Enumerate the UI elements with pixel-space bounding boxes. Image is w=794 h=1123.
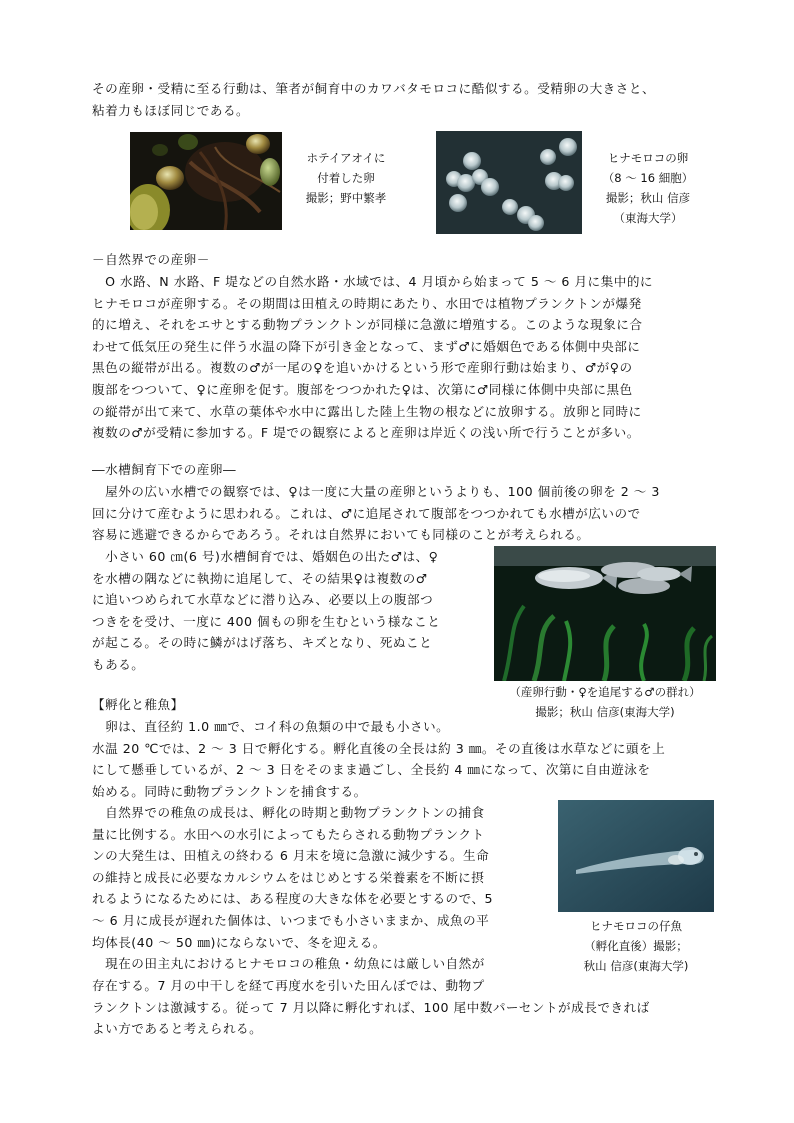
body-line: 容易に逃避できるからであろう。それは自然界においても同様のことが考えられる。 [92, 527, 590, 543]
section-body-tank-small [92, 546, 492, 676]
photo-eggs-on-roots [130, 132, 282, 230]
body-line: 複数の♂が受精に参加する。F 堤での観察によると産卵は岸近くの浅い所で行うことが多い。 [92, 425, 640, 441]
photo1-caption-line: ホテイアオイに [306, 151, 386, 165]
body-line: れるようになるためには、ある程度の大きな体を必要とするので、5 [92, 891, 494, 907]
body-line: わせて低気圧の発生に伴う水温の降下が引き金となって、まず♂に婚姻色である体側中央部に [92, 338, 641, 354]
body-line: 水温 20 ℃では、2 ～ 3 日で孵化する。孵化直後の全長は約 3 ㎜。その直後は水草などに頭を上 [92, 740, 666, 756]
photo3-caption-line: （産卵行動・♀を追尾する♂の群れ） [509, 685, 701, 699]
section-body-hatch-end [92, 975, 728, 1040]
body-line: もある。 [92, 656, 145, 672]
photo2-caption-line: ヒナモロコの卵 [607, 151, 689, 165]
body-line: 的に増え、それをエサとする動物プランクトンが同様に急激に増殖する。このような現象に合 [92, 317, 643, 333]
body-line: 現在の田主丸におけるヒナモロコの稚魚・幼魚には厳しい自然が [92, 956, 485, 972]
body-line: にして懸垂しているが、2 ～ 3 日をそのまま過ごし、全長約 4 ㎜になって、次第に自由遊泳を [92, 762, 651, 778]
body-line: 始める。同時に動物プランクトンを捕食する。 [92, 783, 367, 799]
section-heading-hatch: 【孵化と稚魚】 [92, 697, 184, 712]
body-line: 卵は、直径約 1.0 ㎜で、コイ科の魚類の中で最も小さい。 [92, 719, 450, 734]
body-line: に追いつめられて水草などに潜り込み、必要以上の腹部つ [92, 592, 434, 608]
body-line: を水槽の隅などに執拗に追尾して、その結果♀は複数の♂ [92, 570, 428, 586]
body-line: つきをを受け、一度に 400 個もの卵を生むという様なこと [92, 613, 441, 629]
photo1-caption-line: 撮影；野中繁孝 [305, 191, 387, 205]
intro-line-2: 粘着力もほぼ同じである。 [92, 103, 250, 118]
photo-larval-fish [558, 800, 714, 912]
body-line: 黒色の縦帯が出る。複数の♂が一尾の♀を追いかけるという形で産卵行動は始まり、♂が♀の [92, 360, 633, 376]
section-body-tank [92, 481, 728, 546]
photo4-caption-line: ヒナモロコの仔魚 [590, 919, 682, 933]
body-line: 量に比例する。水田への水引によってもたらされる動物プランクト [92, 826, 485, 842]
body-line: ンの大発生は、田植えの終わる 6 月末を境に急激に減少する。生命 [92, 848, 490, 864]
photo1-caption [298, 148, 394, 208]
section-body-nature [92, 271, 728, 444]
body-line: 回に分けて産むように思われる。これは、♂に追尾されて腹部をつつかれても水槽が広いので [92, 505, 641, 521]
intro-line-1: その産卵・受精に至る行動は、筆者が飼育中のカワバタモロコに酷似する。受精卵の大きさと、 [92, 81, 656, 96]
body-line: の縦帯が出て来て、水草の葉体や水中に露出した陸上生物の根などに放卵する。放卵と同時に [92, 403, 642, 419]
body-line: O 水路、N 水路、F 堤などの自然水路・水域では、4 月頃から始まって 5 ～ 6 月に集中的に [92, 274, 654, 289]
body-line: ランクトンは激減する。従って 7 月以降に孵化すれば、100 尾中数パーセントが成長できれば [92, 999, 650, 1015]
section-heading-tank: ―水槽飼育下での産卵― [92, 462, 237, 477]
photo4-caption [560, 916, 712, 976]
photo1-caption-line: 付着した卵 [317, 171, 375, 185]
photo2-caption [596, 148, 700, 228]
body-line: 腹部をつついて、♀に産卵を促す。腹部をつつかれた♀は、次第に♂同様に体側中央部に黒色 [92, 381, 633, 397]
body-line: ～ 6 月に成長が遅れた個体は、いつまでも小さいままか、成魚の平 [92, 912, 490, 928]
body-line: 存在する。7 月の中干しを経て再度水を引いた田んぼでは、動物プ [92, 978, 485, 993]
photo3-caption-line: 撮影；秋山 信彦(東海大学) [535, 705, 675, 719]
section-body-hatch-side [92, 802, 552, 975]
body-line: の維持と成長に必要なカルシウムをはじめとする栄養素を不断に摂 [92, 869, 485, 885]
body-line: が起こる。その時に鱗がはげ落ち、キズとなり、死ぬこと [92, 635, 433, 651]
photo2-caption-line: 撮影；秋山 信彦 [605, 191, 691, 205]
photo4-caption-line: （孵化直後）撮影； [584, 939, 688, 953]
photo-spawning-behavior [494, 546, 716, 681]
section-body-hatch [92, 716, 728, 802]
section-heading-nature: －自然界での産卵－ [92, 252, 210, 267]
photo4-caption-line: 秋山 信彦(東海大学) [583, 959, 689, 973]
body-line: 自然界での稚魚の成長は、孵化の時期と動物プランクトンの捕食 [92, 805, 485, 820]
body-line: 屋外の広い水槽での観察では、♀は一度に大量の産卵というよりも、100 個前後の卵を 2 ～ 3 [92, 484, 660, 499]
body-line: ヒナモロコが産卵する。その期間は田植えの時期にあたり、水田では植物プランクトンが爆発 [92, 295, 642, 311]
photo2-caption-line: （8 ～ 16 細胞） [602, 171, 694, 185]
body-line: よい方であると考えられる。 [92, 1021, 263, 1037]
photo-fish-eggs [436, 131, 582, 234]
photo2-caption-line: （東海大学） [613, 211, 683, 225]
body-line: 小さい 60 ㎝(6 号)水槽飼育では、婚姻色の出た♂は、♀ [92, 549, 439, 564]
body-line: 均体長(40 ～ 50 ㎜)にならないで、冬を迎える。 [92, 934, 386, 950]
